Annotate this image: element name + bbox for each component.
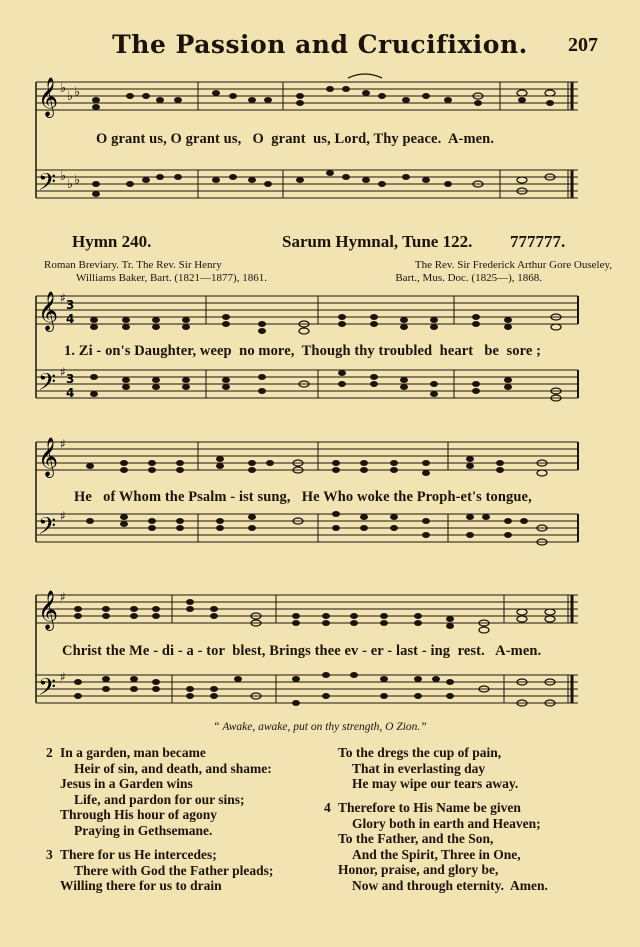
svg-text:𝄢: 𝄢 (38, 512, 57, 545)
svg-text:♯: ♯ (60, 365, 66, 379)
svg-text:4: 4 (66, 312, 75, 326)
svg-text:3: 3 (66, 372, 75, 386)
verse-number: 2 (46, 745, 53, 760)
svg-text:𝄞: 𝄞 (38, 590, 59, 630)
svg-text:4: 4 (66, 386, 75, 400)
svg-text:𝄞: 𝄞 (38, 291, 59, 331)
verse-4: 4 Therefore to His Name be given Glory both in earth and Heaven; To the Father, and the Son, And the Spirit, Three in One, Honor, praise, and glory be, Now and through eternity. Amen. (324, 800, 548, 893)
verse-number: 4 (324, 800, 331, 815)
svg-text:♭: ♭ (60, 169, 67, 184)
svg-text:♭: ♭ (74, 85, 81, 100)
words-credit: Roman Breviary. Tr. The Rev. Sir Henry Williams Baker, Bart. (1821—1877), 1861. (44, 259, 267, 284)
verse-3-continued: To the dregs the cup of pain, That in everlasting day He may wipe our tears away. (338, 745, 519, 792)
svg-text:𝄞: 𝄞 (38, 437, 59, 477)
svg-text:♭: ♭ (67, 177, 74, 192)
lyric-line-2: He of Whom the Psalm - ist sung, He Who woke the Proph-et's tongue, (74, 489, 532, 505)
svg-text:♯: ♯ (60, 437, 66, 451)
svg-text:♯: ♯ (60, 509, 66, 523)
verse-number: 3 (46, 847, 53, 862)
svg-text:♯: ♯ (60, 291, 66, 305)
svg-text:𝄢: 𝄢 (38, 368, 57, 401)
svg-text:𝄢: 𝄢 (38, 673, 57, 706)
svg-text:𝄢: 𝄢 (38, 168, 57, 201)
scripture-caption: “ Awake, awake, put on thy strength, O Zion.” (213, 721, 427, 733)
music-credit: The Rev. Sir Frederick Arthur Gore Ouseley, Bart., Mus. Doc. (1825—), 1868. (395, 259, 612, 284)
svg-text:♯: ♯ (60, 590, 66, 604)
svg-text:𝄞: 𝄞 (38, 77, 59, 117)
svg-text:♯: ♯ (60, 670, 66, 684)
svg-text:♭: ♭ (74, 173, 81, 188)
page-number: 207 (568, 34, 598, 56)
svg-text:♭: ♭ (67, 89, 74, 104)
hymn-number: Hymn 240. (72, 232, 152, 251)
svg-text:3: 3 (66, 298, 75, 312)
hymn-meter: 777777. (510, 232, 566, 251)
verse-2: 2 In a garden, man became Heir of sin, and death, and shame: Jesus in a Garden wins Life, and pardon for our sins; Through His hour of agony Praying in Gethsemane. (46, 745, 272, 838)
lyric-line-3: Christ the Me - di - a - tor blest, Brings thee ev - er - last - ing rest. A-men. (62, 643, 542, 659)
tune-name: Sarum Hymnal, Tune 122. (282, 232, 473, 251)
verse-3: 3 There for us He intercedes; There with God the Father pleads; Willing there for us to drain (46, 847, 274, 894)
svg-text:♭: ♭ (60, 81, 67, 96)
lyric-line-1: 1. Zi - on's Daughter, weep no more, Though thy troubled heart be sore ; (64, 343, 542, 359)
lyric-top: O grant us, O grant us, O grant us, Lord, Thy peace. A-men. (96, 131, 495, 147)
page-title: The Passion and Crucifixion. (112, 30, 528, 59)
